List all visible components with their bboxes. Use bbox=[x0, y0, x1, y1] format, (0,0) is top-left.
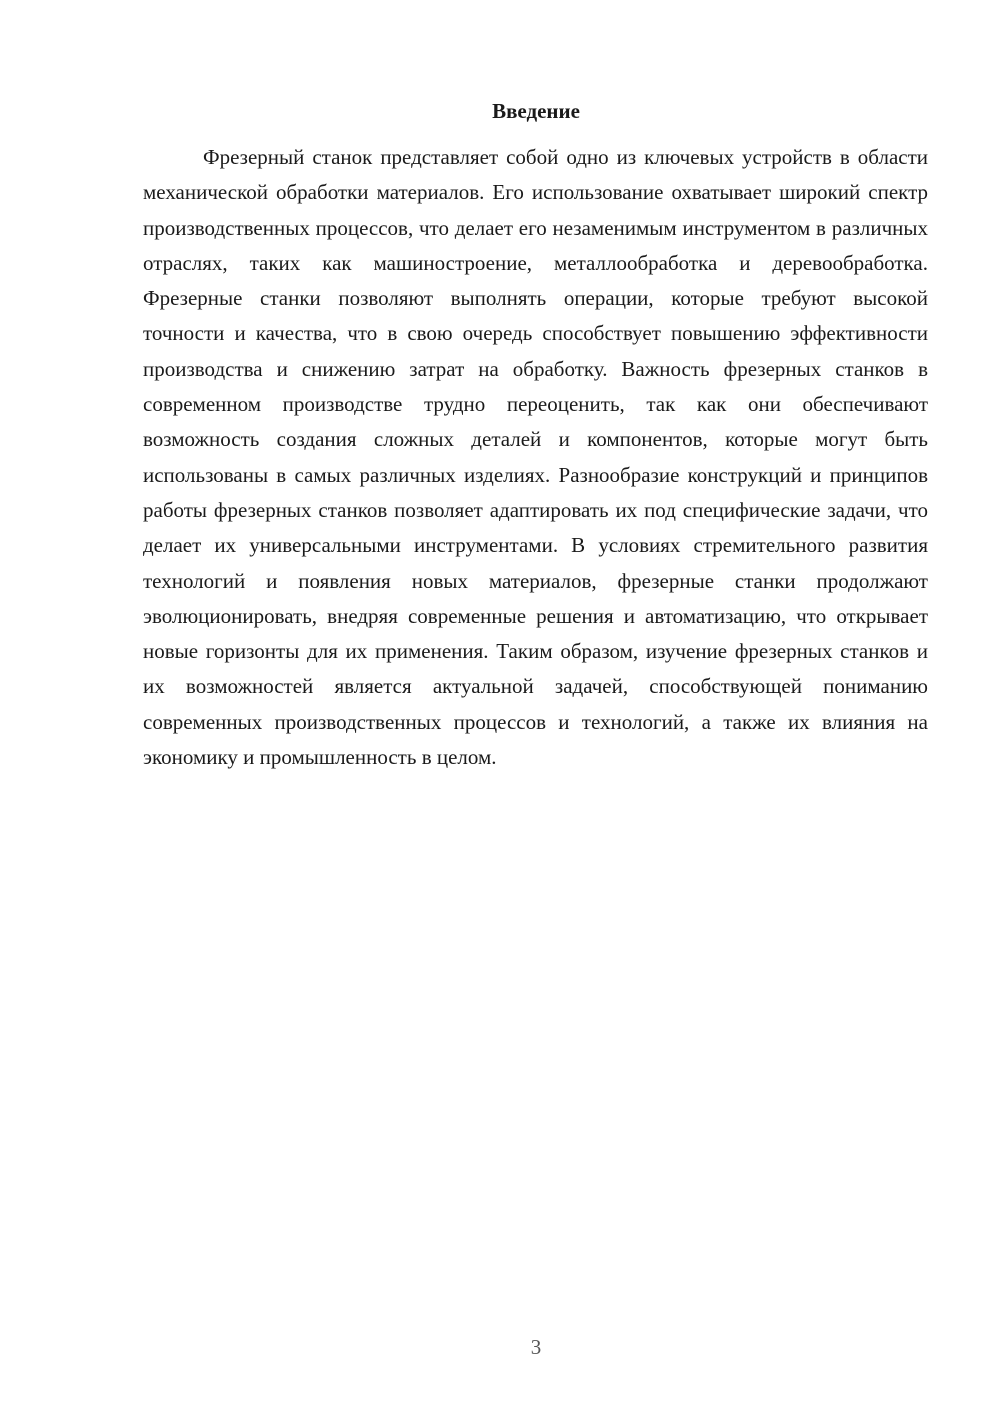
page-number: 3 bbox=[530, 1335, 542, 1359]
section-heading: Введение bbox=[492, 99, 580, 123]
body-paragraph: Фрезерный станок представляет собой одно из ключевых устройств в области механической обработки материалов. Его использование охватывает широкий спектр производственных процессов, что делает его незаменимым инструментом в различных отраслях, таких как машиностроение, металлообработка и деревообработка. Фрезерные станки позволяют выполнять операции, которые требуют высокой точности и качества, что в свою очередь способствует повышению эффективности производства и снижению затрат на обработку. Важность фрезерных станков в современном производстве трудно переоценить, так как они обеспечивают возможность создания сложных деталей и компонентов, которые могут быть использованы в самых различных изделиях. Разнообразие конструкций и принципов работы фрезерных станков позволяет адаптировать их под специфические задачи, что делает их универсальными инструментами. В условиях стремительного развития технологий и появления новых материалов, фрезерные станки продолжают эволюционировать, внедряя современные решения и автоматизацию, что открывает новые горизонты для их применения. Таким образом, изучение фрезерных станков и их возможностей является актуальной задачей, способствующей пониманию современных производственных процессов и технологий, а также их влияния на экономику и промышленность в целом. bbox=[143, 145, 928, 770]
